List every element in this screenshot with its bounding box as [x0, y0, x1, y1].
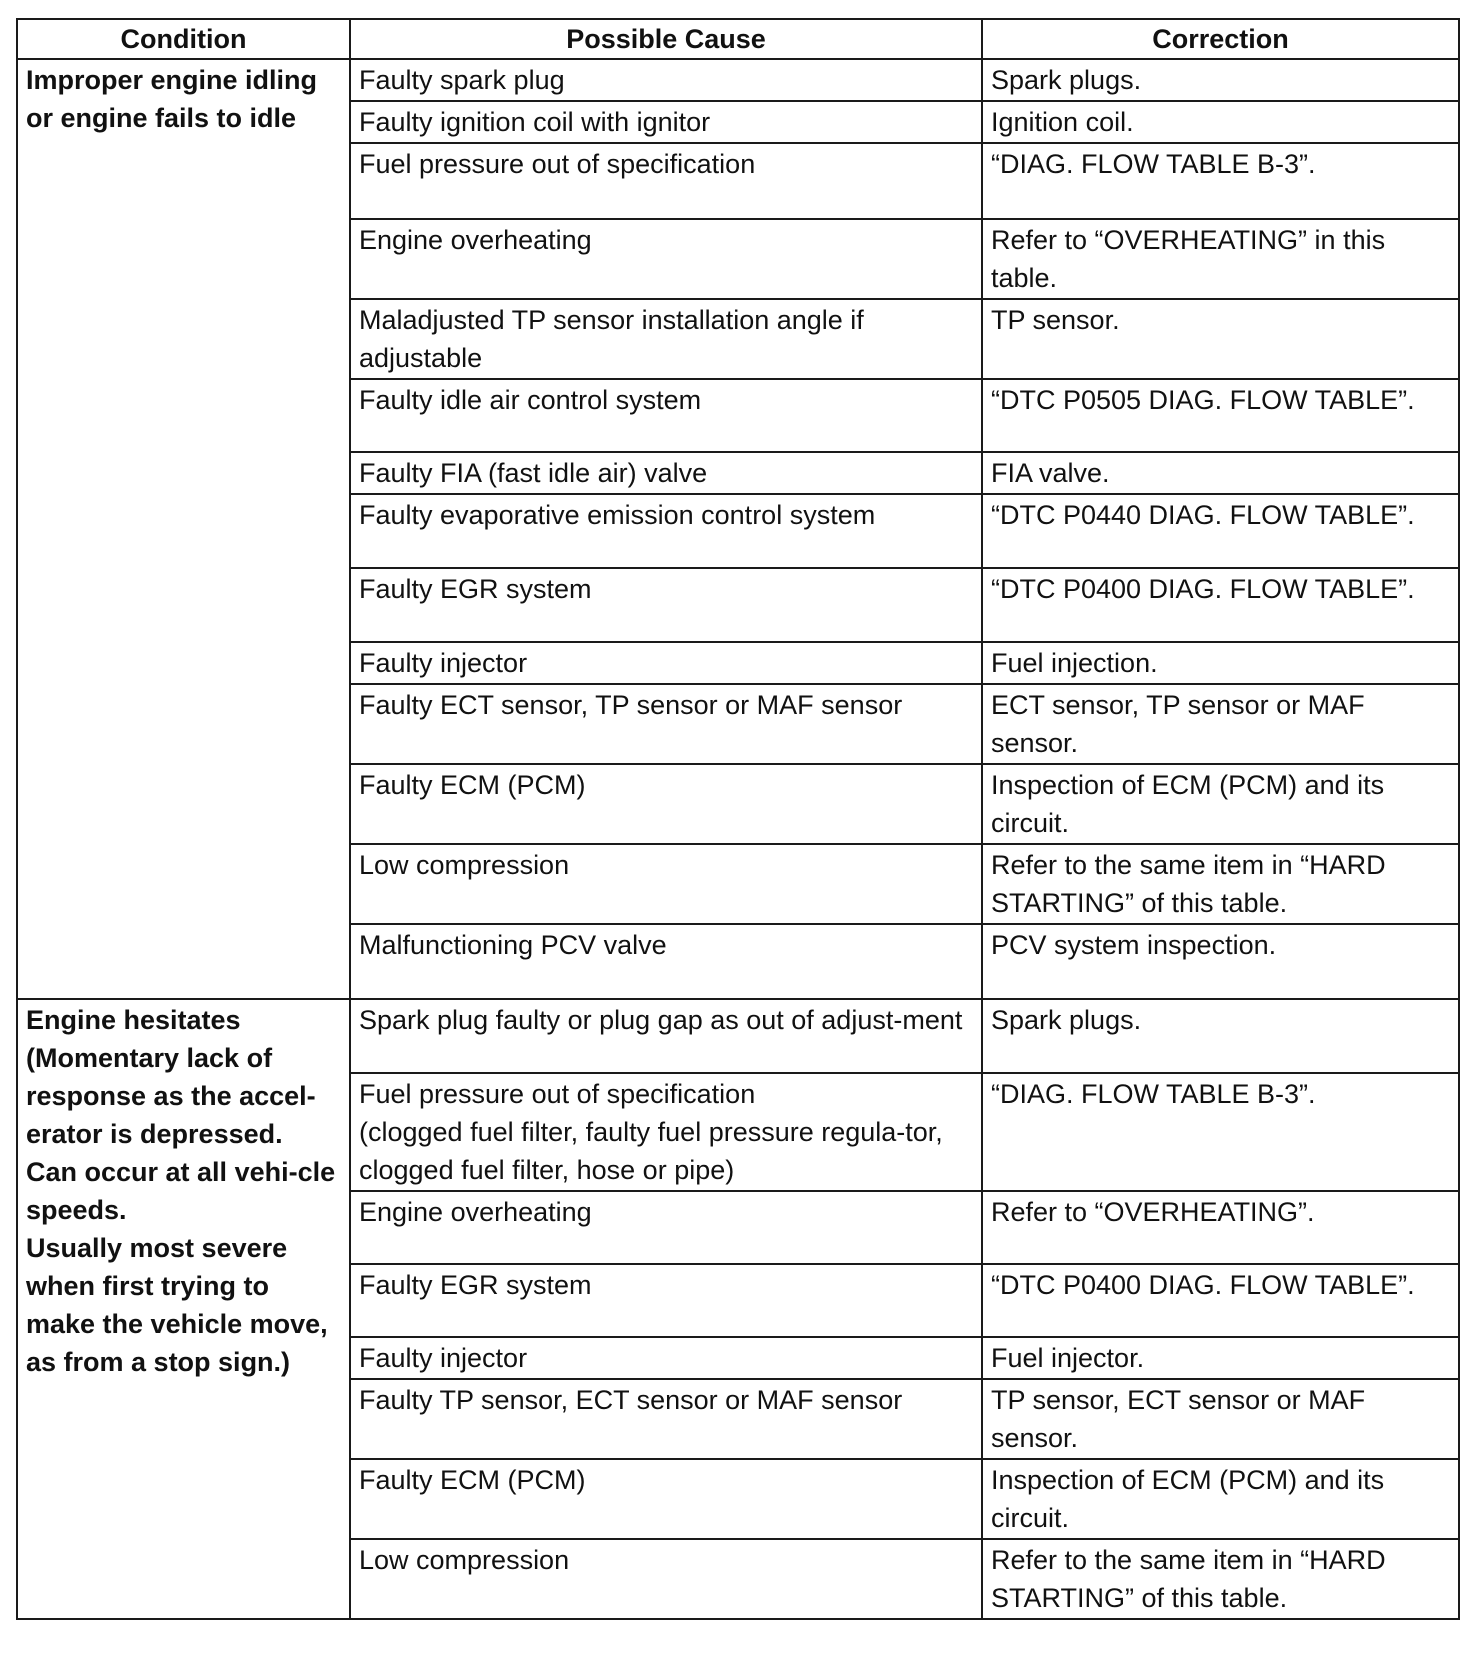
correction-cell: Spark plugs. — [982, 999, 1459, 1073]
correction-cell: Refer to “OVERHEATING” in this table. — [982, 219, 1459, 299]
cause-cell: Faulty ECT sensor, TP sensor or MAF sensor — [350, 684, 982, 764]
table-row — [17, 999, 1459, 1073]
header-row — [17, 19, 1459, 59]
header-possible-cause: Possible Cause — [350, 19, 982, 59]
cause-cell: Faulty ignition coil with ignitor — [350, 101, 982, 143]
correction-cell: Fuel injection. — [982, 642, 1459, 684]
cause-cell: Faulty ECM (PCM) — [350, 1459, 982, 1539]
correction-cell: Fuel injector. — [982, 1337, 1459, 1379]
correction-cell: “DTC P0505 DIAG. FLOW TABLE”. — [982, 379, 1459, 452]
header-correction: Correction — [982, 19, 1459, 59]
cause-cell: Maladjusted TP sensor installation angle if adjustable — [350, 299, 982, 379]
correction-cell: Refer to the same item in “HARD STARTING” of this table. — [982, 844, 1459, 924]
cause-cell: Faulty idle air control system — [350, 379, 982, 452]
correction-cell: Refer to the same item in “HARD STARTING” of this table. — [982, 1539, 1459, 1619]
correction-cell: Inspection of ECM (PCM) and its circuit. — [982, 764, 1459, 844]
correction-cell: “DTC P0440 DIAG. FLOW TABLE”. — [982, 494, 1459, 568]
cause-cell: Faulty ECM (PCM) — [350, 764, 982, 844]
cause-cell: Low compression — [350, 844, 982, 924]
correction-cell: PCV system inspection. — [982, 924, 1459, 999]
correction-cell: “DIAG. FLOW TABLE B-3”. — [982, 143, 1459, 219]
cause-cell: Faulty FIA (fast idle air) valve — [350, 452, 982, 494]
header-condition: Condition — [17, 19, 350, 59]
correction-cell: “DTC P0400 DIAG. FLOW TABLE”. — [982, 1264, 1459, 1337]
cause-cell: Faulty injector — [350, 642, 982, 684]
correction-cell: TP sensor, ECT sensor or MAF sensor. — [982, 1379, 1459, 1459]
cause-cell: Faulty TP sensor, ECT sensor or MAF sensor — [350, 1379, 982, 1459]
cause-cell: Faulty EGR system — [350, 568, 982, 642]
cause-cell: Malfunctioning PCV valve — [350, 924, 982, 999]
cause-cell: Faulty injector — [350, 1337, 982, 1379]
cause-cell: Engine overheating — [350, 1191, 982, 1264]
cause-cell: Fuel pressure out of specification (clogged fuel filter, faulty fuel pressure regula-tor, clogged fuel filter, hose or pipe) — [350, 1073, 982, 1191]
cause-cell: Engine overheating — [350, 219, 982, 299]
correction-cell: “DTC P0400 DIAG. FLOW TABLE”. — [982, 568, 1459, 642]
cause-cell: Faulty spark plug — [350, 59, 982, 101]
troubleshooting-table — [16, 18, 1460, 1620]
correction-cell: TP sensor. — [982, 299, 1459, 379]
cause-cell: Fuel pressure out of specification — [350, 143, 982, 219]
cause-cell: Faulty EGR system — [350, 1264, 982, 1337]
table-row — [17, 59, 1459, 101]
correction-cell: Refer to “OVERHEATING”. — [982, 1191, 1459, 1264]
cause-cell: Faulty evaporative emission control system — [350, 494, 982, 568]
correction-cell: ECT sensor, TP sensor or MAF sensor. — [982, 684, 1459, 764]
correction-cell: Ignition coil. — [982, 101, 1459, 143]
correction-cell: Inspection of ECM (PCM) and its circuit. — [982, 1459, 1459, 1539]
condition-idling: Improper engine idling or engine fails to idle — [17, 59, 350, 999]
cause-cell: Spark plug faulty or plug gap as out of adjust-ment — [350, 999, 982, 1073]
cause-cell: Low compression — [350, 1539, 982, 1619]
correction-cell: “DIAG. FLOW TABLE B-3”. — [982, 1073, 1459, 1191]
condition-hesitates: Engine hesitates (Momentary lack of response as the accel-erator is depressed. Can occur at all vehi-cle speeds. Usually most severe when first trying to make the vehicle move, as from a stop sign.) — [17, 999, 350, 1619]
correction-cell: Spark plugs. — [982, 59, 1459, 101]
correction-cell: FIA valve. — [982, 452, 1459, 494]
